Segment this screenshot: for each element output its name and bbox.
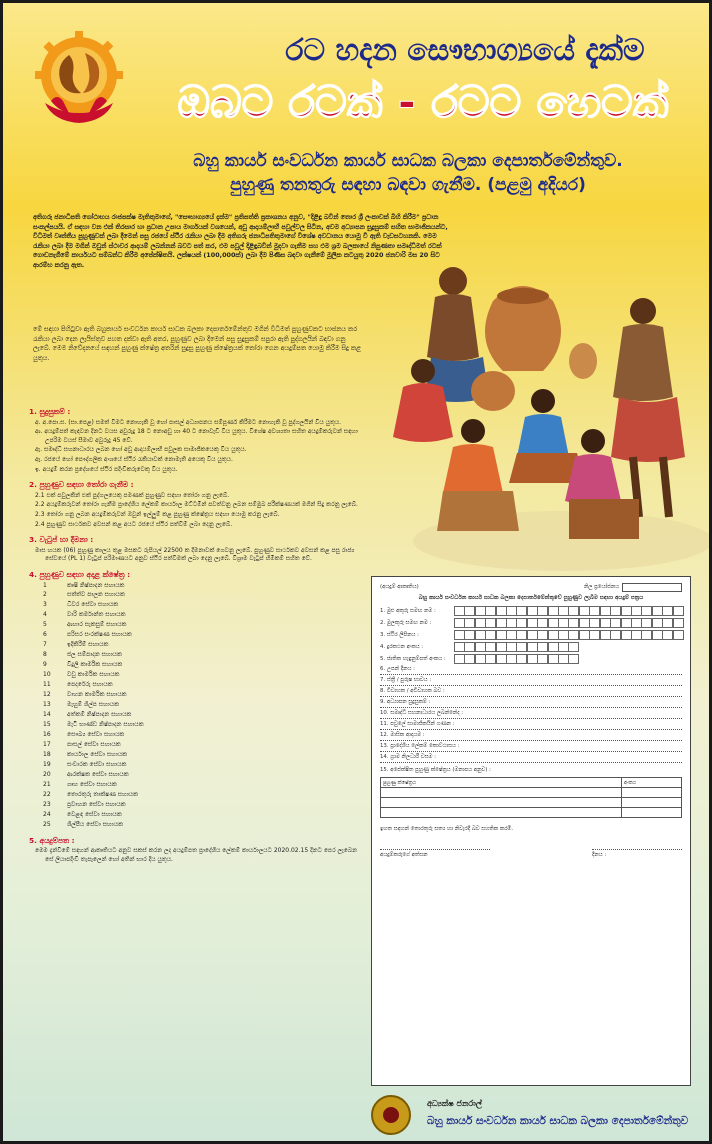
- declaration-text: ඉහත සඳහන් තොරතුරු සත්‍ය හා නිවැරදි බව සහතික කරමි.: [380, 826, 514, 832]
- form-cell[interactable]: [548, 606, 559, 616]
- intro-paragraph-2: මේ සඳහා පිහිටුවා ඇති බහුකාර්ය සංවර්ධන කාර්ය සාධක බලකා දෙපාර්තමේන්තුව මගින් විධිමත් පුහුණුවකට භාජනය කර රැකියා ලබා දෙන ලැයිස්තුව පහත දක්වා ඇති අතර, පුහුණුව ලබා දීමෙන් පසු සුදුසුකම් සපුරා ඇති පුද්ගලයින් බඳවා ගනු ලැබේ. මෙම නිවේදනයේ සඳහන් පුහුණු ක්ෂේත්‍ර අතරින් සුදුසු පුහුණු ක්ෂේත්‍රයක් තෝරා ගෙන අයදුම්පත යොමු කිරීම සිදු කළ යුතුය.: [33, 325, 361, 362]
- section-title: 3. වැටුප් හා දීමනා :: [29, 535, 94, 545]
- form-cell[interactable]: [662, 606, 673, 616]
- field-number: 4: [43, 611, 47, 619]
- field-number: 13: [43, 701, 51, 709]
- field-label: පාසල් සේවා සහායක: [67, 741, 121, 749]
- form-row-label: 4. දුරකථන අංකය :: [380, 643, 424, 650]
- form-cell[interactable]: [631, 618, 642, 628]
- form-cell[interactable]: [454, 630, 465, 640]
- form-cell[interactable]: [610, 630, 621, 640]
- field-number: 1: [43, 581, 47, 589]
- form-cell[interactable]: [568, 618, 579, 628]
- workers-illustration: [343, 241, 712, 581]
- section-line: මෙම දැන්වීමේ සඳහන් ආකෘතියට අනුව සකස් කරන ලද අයදුම්පත ප්‍රාදේශීය ලේකම් කාර්යාලයට 2020.02.15 දිනට පෙර ලැබෙන සේ ලියාපදිංචි තැපෑලෙන් හෝ අතින් භාර දිය යුතුය.: [35, 847, 358, 863]
- field-number: 5: [43, 621, 47, 629]
- form-cell[interactable]: [496, 642, 507, 652]
- field-label: ගෘහ සේවා සහායක: [67, 781, 117, 789]
- form-line-label: 9. අධ්‍යාපන සුදුසුකම් :: [380, 699, 431, 705]
- choice-cell[interactable]: [622, 798, 682, 808]
- field-number: 21: [43, 781, 51, 789]
- form-cell[interactable]: [548, 654, 559, 664]
- form-cell[interactable]: [558, 642, 569, 652]
- field-item: [29, 741, 359, 750]
- form-line-label: 12. මාසික ආදායම :: [380, 732, 425, 738]
- field-number: 16: [43, 731, 51, 739]
- field-label: සෞඛ්‍ය සේවා සහායක: [67, 731, 125, 739]
- field-number: 22: [43, 791, 51, 799]
- form-cell[interactable]: [548, 630, 559, 640]
- field-number: 20: [43, 771, 51, 779]
- section-selection: [29, 481, 359, 529]
- form-line-field[interactable]: [380, 710, 682, 719]
- form-cell[interactable]: [579, 618, 590, 628]
- field-item: [29, 771, 359, 780]
- section-title: 1. සුදුසුකම් :: [29, 407, 71, 416]
- choice-col-number: අංකය: [622, 778, 682, 788]
- form-line-field[interactable]: [380, 754, 682, 763]
- form-input-cells[interactable]: [454, 630, 683, 640]
- section-line: අ. අ.පො.ස. (සා.පෙළ) සමත් වීමට නොහැකි වූ හෝ පාසල් අධ්‍යාපනය සම්පූර්ණ කිරීමට නොහැකි වූ පුද්ගලයින් විය යුතුය.: [35, 418, 342, 426]
- field-label: සංචාරක සේවා සහායක: [67, 761, 127, 769]
- field-label: ඉදිකිරීම් සහායක: [67, 641, 109, 649]
- form-cell[interactable]: [506, 642, 517, 652]
- logo-icon: [31, 31, 127, 137]
- field-number: 15: [43, 721, 51, 729]
- footer-department: බහු කාර්ය සංවර්ධන කාර්ය සාධක බලකා දෙපාර්තමේන්තුව: [427, 1115, 689, 1127]
- form-row-label: 1. මුළු අකුරු සමඟ නම :: [380, 607, 436, 614]
- form-cell[interactable]: [558, 654, 569, 664]
- form-cell[interactable]: [662, 618, 673, 628]
- field-label: වාරි කර්මාන්ත සහායක: [67, 611, 126, 619]
- form-input-cells[interactable]: [454, 606, 683, 616]
- field-number: 14: [43, 711, 51, 719]
- office-use-label: නිල ප්‍රයෝජනය: [583, 584, 619, 590]
- form-heading: (අයදුම් ආකෘතිය): [380, 584, 419, 590]
- form-cell[interactable]: [496, 606, 507, 616]
- field-item: [29, 681, 359, 690]
- form-cell[interactable]: [600, 606, 611, 616]
- field-item: [29, 751, 359, 760]
- form-cell[interactable]: [485, 642, 496, 652]
- form-cell[interactable]: [673, 618, 684, 628]
- field-number: 18: [43, 751, 51, 759]
- form-cell[interactable]: [610, 618, 621, 628]
- form-cell[interactable]: [464, 606, 475, 616]
- field-label: අත්කම් නිෂ්පාදන සහායක: [67, 711, 132, 719]
- form-line-field[interactable]: [380, 743, 682, 752]
- field-item: [29, 621, 359, 630]
- field-number: 8: [43, 651, 47, 659]
- form-cell[interactable]: [527, 630, 538, 640]
- form-cell[interactable]: [652, 606, 663, 616]
- form-cell[interactable]: [537, 654, 548, 664]
- form-cell[interactable]: [537, 618, 548, 628]
- form-title: බහු කාර්ය සංවර්ධන කාර්ය සාධක බලකා දෙපාර්තමේන්තුවේ පුහුණුව ලැබීම සඳහා අයදුම් පත්‍රය: [418, 595, 644, 601]
- section-fields: [29, 571, 359, 830]
- form-cell[interactable]: [537, 630, 548, 640]
- form-cell[interactable]: [496, 630, 507, 640]
- choice-cell[interactable]: [622, 808, 682, 818]
- form-row-label: 5. ජාතික හැඳුනුම්පත් අංකය :: [380, 655, 446, 662]
- form-cell[interactable]: [662, 630, 673, 640]
- section-title: 4. පුහුණුව සඳහා අදාළ ක්ෂේත්‍ර :: [29, 569, 131, 579]
- form-cell[interactable]: [516, 606, 527, 616]
- field-item: [29, 761, 359, 770]
- field-item: [29, 821, 359, 830]
- choice-cell[interactable]: [381, 798, 622, 808]
- section-line: 2.1 එක් පවුලකින් එක් පුද්ගලයෙකු පමණක් පුහුණුව සඳහා තෝරා ගනු ලැබේ.: [35, 491, 230, 499]
- field-label: වඩු කාර්මික සහායක: [67, 671, 120, 679]
- form-cell[interactable]: [485, 654, 496, 664]
- field-item: [29, 582, 359, 591]
- field-number: 11: [43, 681, 51, 689]
- form-row: [380, 606, 682, 616]
- form-line-field[interactable]: [380, 732, 682, 741]
- form-cell[interactable]: [673, 630, 684, 640]
- field-item: [29, 671, 359, 680]
- form-line-field[interactable]: [380, 666, 682, 675]
- form-cell[interactable]: [641, 630, 652, 640]
- field-number: 19: [43, 761, 51, 769]
- state-seal-icon: [371, 1095, 411, 1135]
- section-line: 2.2 අයදුම්කරුවන් තෝරා ගැනීම ප්‍රාදේශීය ලේකම් කාර්යාල මට්ටමින් පවත්වනු ලබන සම්මුඛ පරීක්ෂණයක් මගින් සිදු කරනු ලැබේ.: [35, 501, 358, 509]
- form-cell[interactable]: [527, 618, 538, 628]
- field-label: පෙදරේරු සහායක: [67, 681, 113, 689]
- form-cell[interactable]: [621, 630, 632, 640]
- form-cell[interactable]: [516, 618, 527, 628]
- field-label: තොරතුරු තාක්ෂණ සහායක: [67, 791, 138, 799]
- form-cell[interactable]: [600, 630, 611, 640]
- choice-cell[interactable]: [381, 788, 622, 798]
- signature-label: අයදුම්කරුගේ අත්සන: [380, 849, 490, 859]
- form-rows: [380, 606, 682, 664]
- form-cell[interactable]: [475, 618, 486, 628]
- form-line-label: 10. සමෘද්ධි සහනාධාරය ලබන්නේද :: [380, 710, 464, 716]
- field-item: [29, 611, 359, 620]
- form-cell[interactable]: [589, 618, 600, 628]
- footer: [371, 1093, 691, 1141]
- form-cell[interactable]: [641, 618, 652, 628]
- field-number: 2: [43, 591, 47, 599]
- form-row: [380, 642, 682, 652]
- form-cell[interactable]: [621, 606, 632, 616]
- form-cell[interactable]: [652, 618, 663, 628]
- details-column: [29, 401, 359, 866]
- form-cell[interactable]: [568, 654, 579, 664]
- field-label: වෙළඳ සේවා සහායක: [67, 811, 122, 819]
- form-cell[interactable]: [464, 630, 475, 640]
- form-cell[interactable]: [475, 642, 486, 652]
- form-cell[interactable]: [506, 618, 517, 628]
- office-use-box: [622, 583, 682, 592]
- field-label: විදුලි කාර්මික සහායක: [67, 661, 123, 669]
- form-cell[interactable]: [454, 642, 465, 652]
- form-cell[interactable]: [548, 618, 559, 628]
- field-number: 6: [43, 631, 47, 639]
- field-label: පරිසර සංරක්ෂණ සහායක: [67, 631, 132, 639]
- field-number: 17: [43, 741, 51, 749]
- form-cell[interactable]: [506, 606, 517, 616]
- field-label: සත්ත්ව පාලන සහායක: [67, 591, 125, 599]
- field-label: මැහුම් ශිල්ප සහායක: [67, 701, 119, 709]
- form-line-field[interactable]: [380, 688, 682, 697]
- form-line-label: 13. ප්‍රාදේශීය ලේකම් කොට්ඨාසය :: [380, 743, 460, 749]
- field-number: 9: [43, 661, 47, 669]
- form-cell[interactable]: [558, 606, 569, 616]
- form-cell[interactable]: [454, 654, 465, 664]
- form-line-field[interactable]: [380, 677, 682, 686]
- form-line-label: 6. උපන් දිනය :: [380, 666, 415, 672]
- field-label: වාහන කාර්මික සහායක: [67, 691, 127, 699]
- form-cell[interactable]: [506, 630, 517, 640]
- choice-cell[interactable]: [381, 808, 622, 818]
- field-item: [29, 591, 359, 600]
- field-number: 25: [43, 821, 51, 829]
- section-salary: [29, 536, 359, 564]
- choice-col-field: පුහුණු ක්ෂේත්‍රය: [381, 778, 622, 788]
- section-line: ඇ. සමෘද්ධි සහනාධාරය ලබන හෝ අඩු ආදායම්ලාභී පවුලක සාමාජිකයෙකු විය යුතුය.: [35, 446, 247, 454]
- form-cell[interactable]: [537, 606, 548, 616]
- form-cell[interactable]: [631, 606, 642, 616]
- fields-list: [29, 582, 359, 830]
- form-row-label: 3. ස්ථිර ලිපිනය :: [380, 631, 419, 638]
- form-line-label: 14. ග්‍රාම නිලධාරී වසම :: [380, 754, 436, 760]
- field-number: 12: [43, 691, 51, 699]
- field-item: [29, 781, 359, 790]
- section-line: ඈ. රජයේ හෝ පෞද්ගලික අංශයේ ස්ථිර රැකියාවක් නොමැති අයෙකු විය යුතුය.: [35, 455, 233, 463]
- intro-paragraph: අතිගරු ජනාධිපති ගෝඨාභය රාජපක්ෂ මැතිතුමාගේ, "සෞභාග්‍යයේ දැක්ම" ප්‍රතිපත්ති ප්‍රකාශනය අනුව, "දිළිඳු බවින් තොර ශ්‍රී ලංකාවක් බිහි කිරීම" ප්‍රධාන සංකල්පයයි. ඒ සඳහා වන එක් තිරසාර හා ප්‍රධාන උපාය මාර්ගයක් වශයෙන්, අඩු ආදායම්ලාභී පවුල්වල සිටින, අවම අධ්‍යාපන සුදුසුකම් සහිත සාමාජිකයන්ට, විධිමත් වෘත්තීය පුහුණුවක් ලබා දීමෙන් පසු රජයේ ස්ථිර රැකියා ලබා දීම අතිගරු ජනාධිපතිතුමාගේ විශේෂ අවධානය යොමු වී ඇති වැඩසටහනකි. මෙම රැකියා ලබා දීම මගින් ඔවුන් ස්ථාවර ආදායම් ලබන්නන් බවට පත් කර, එම පවුල් දිළිඳුබවින් මුදවා ගැනීම සහ එම ශ්‍රම බලකායේ නිපුණතා සමෘද්ධිමත් රටක් ගොඩනැගීමේ කාර්යයට සම්බන්ධ කිරීම අපේක්ෂිතයි. ලක්ෂයක් (100,000ක්) ලබා දීම පිණිස බඳවා ගැනීමේ මූලික කටයුතු 2020 ජනවාරි මස 20 සිට ආරම්භ කරනු ඇත.: [33, 213, 448, 269]
- field-item: [29, 601, 359, 610]
- form-cell[interactable]: [475, 630, 486, 640]
- form-cell[interactable]: [652, 630, 663, 640]
- form-cell[interactable]: [631, 630, 642, 640]
- form-cell[interactable]: [516, 642, 527, 652]
- form-cell[interactable]: [527, 606, 538, 616]
- footer-signatory: අධ්‍යක්ෂ ජනරාල්: [427, 1099, 483, 1108]
- form-cell[interactable]: [475, 654, 486, 664]
- form-cell[interactable]: [558, 618, 569, 628]
- section-title: 2. පුහුණුව සඳහා තෝරා ගැනීම :: [29, 480, 134, 490]
- form-lines: [380, 666, 682, 763]
- choice-title: 15. අපේක්ෂිත පුහුණු ක්ෂේත්‍රය (මනාපය අනුව) :: [380, 767, 491, 773]
- field-label: කෘෂි නිෂ්පාදන සහායක: [67, 581, 125, 589]
- headline-main: ඔබට රටක් - රටට හෙටක්: [177, 77, 669, 128]
- field-number: 10: [43, 671, 51, 679]
- form-cell[interactable]: [641, 606, 652, 616]
- field-label: මැටි භාණ්ඩ නිෂ්පාදන සහායක: [67, 721, 144, 729]
- choice-table: [380, 777, 682, 818]
- form-input-cells[interactable]: [454, 642, 579, 652]
- field-number: 24: [43, 811, 51, 819]
- form-row: [380, 654, 682, 664]
- section-line: මාස හයක (06) පුහුණු කාලය තුළ මසකට රුපියල් 22500 ක දීමනාවක් ගෙවනු ලැබේ. පුහුණුව සාර්ථකව අවසන් කළ පසු රාජ්‍ය සේවයේ (PL 1) වැටුප් පරිමාණයට අනුව ස්ථිර පත්වීමක් ලබා දෙනු ලැබේ. විශ්‍රාම වැටුප් හිමිකම් සහිත වේ.: [35, 546, 355, 563]
- form-cell[interactable]: [454, 606, 465, 616]
- section-title: 5. අයදුම්පත :: [29, 835, 75, 845]
- field-item: [29, 701, 359, 710]
- form-cell[interactable]: [673, 606, 684, 616]
- field-item: [29, 721, 359, 730]
- field-label: ආරක්ෂක සේවා සහායක: [67, 771, 129, 779]
- field-label: ධීවර සේවා සහායක: [67, 601, 119, 609]
- form-cell[interactable]: [537, 642, 548, 652]
- form-cell[interactable]: [485, 630, 496, 640]
- form-line-label: 8. විවාහක / අවිවාහක බව :: [380, 688, 445, 694]
- application-form: [371, 576, 691, 1086]
- section-line: ඉ. අයදුම් කරන ප්‍රදේශයේ ස්ථිර පදිංචිකරුවෙකු විය යුතුය.: [35, 465, 178, 473]
- form-row: [380, 618, 682, 628]
- field-item: [29, 811, 359, 820]
- form-cell[interactable]: [475, 606, 486, 616]
- form-line-label: 7. ස්ත්‍රී / පුරුෂ භාවය :: [380, 677, 432, 683]
- form-cell[interactable]: [568, 630, 579, 640]
- section-application: [29, 837, 359, 865]
- form-cell[interactable]: [485, 618, 496, 628]
- field-label: ශිල්පීය සේවා සහායක: [67, 821, 123, 829]
- form-cell[interactable]: [464, 618, 475, 628]
- field-number: 23: [43, 801, 51, 809]
- form-cell[interactable]: [496, 618, 507, 628]
- field-item: [29, 641, 359, 650]
- field-item: [29, 801, 359, 810]
- field-item: [29, 661, 359, 670]
- section-qualifications: [29, 408, 359, 474]
- section-line: 2.3 තෝරා ගනු ලබන අයදුම්කරුවන් ඔවුන් ඉල්ලුම් කළ පුහුණු ක්ෂේත්‍රය සඳහා යොමු කරනු ලැබේ.: [35, 510, 280, 518]
- form-cell[interactable]: [464, 642, 475, 652]
- form-cell[interactable]: [527, 642, 538, 652]
- form-row: [380, 630, 682, 640]
- field-item: [29, 731, 359, 740]
- field-number: 3: [43, 601, 47, 609]
- form-line-field[interactable]: [380, 721, 682, 730]
- section-line: ආ. අයදුම්පත් කැඳවන දිනට වයස අවුරුදු 18 ට නොඅඩු හා 40 ට නොවැඩි විය යුතුය. විශේෂ අවශ්‍යතා සහිත අයදුම්කරුවන් සඳහා උපරිම වයස් සීමාව අවුරුදු 45 වේ.: [35, 428, 358, 444]
- field-item: [29, 791, 359, 800]
- field-item: [29, 631, 359, 640]
- form-row-label: 2. මුලකුරු සමඟ නම :: [380, 619, 432, 626]
- form-cell[interactable]: [589, 630, 600, 640]
- field-label: ජල සම්පාදන සහායක: [67, 651, 122, 659]
- form-cell[interactable]: [589, 606, 600, 616]
- headline-tagline: රට හදන සෞභාග්‍යයේ දැක්ම: [285, 33, 645, 68]
- form-line-label: 11. පවුලේ සාමාජිකයින් ගණන :: [380, 721, 455, 727]
- form-cell[interactable]: [527, 654, 538, 664]
- field-label: කාර්යාල සේවා සහායක: [67, 751, 128, 759]
- form-cell[interactable]: [558, 630, 569, 640]
- field-item: [29, 691, 359, 700]
- form-cell[interactable]: [600, 618, 611, 628]
- form-cell[interactable]: [516, 630, 527, 640]
- form-cell[interactable]: [464, 654, 475, 664]
- form-cell[interactable]: [454, 618, 465, 628]
- form-cell[interactable]: [506, 654, 517, 664]
- field-item: [29, 711, 359, 720]
- field-label: ආහාර සැකසුම් සහායක: [67, 621, 127, 629]
- date-label: දිනය :: [592, 849, 682, 859]
- section-line: 2.4 පුහුණුව සාර්ථකව අවසන් කළ අයට රජයේ ස්ථිර පත්වීම් ලබා දෙනු ලැබේ.: [35, 520, 233, 528]
- field-number: 7: [43, 641, 47, 649]
- form-cell[interactable]: [516, 654, 527, 664]
- field-label: ප්‍රවාහන සේවා සහායක: [67, 801, 126, 809]
- form-cell[interactable]: [496, 654, 507, 664]
- form-cell[interactable]: [485, 606, 496, 616]
- field-item: [29, 651, 359, 660]
- form-input-cells[interactable]: [454, 654, 579, 664]
- subtitle-recruitment: පුහුණු තනතුරු සඳහා බඳවා ගැනීම. (පළමු අදියර): [230, 175, 586, 195]
- form-cell[interactable]: [568, 642, 579, 652]
- form-cell[interactable]: [621, 618, 632, 628]
- form-cell[interactable]: [548, 642, 559, 652]
- form-input-cells[interactable]: [454, 618, 683, 628]
- form-cell[interactable]: [610, 606, 621, 616]
- form-cell[interactable]: [568, 606, 579, 616]
- form-cell[interactable]: [579, 606, 590, 616]
- form-cell[interactable]: [579, 630, 590, 640]
- form-line-field[interactable]: [380, 699, 682, 708]
- choice-cell[interactable]: [622, 788, 682, 798]
- subtitle-department: බහු කාර්ය සංවර්ධන කාර්ය සාධක බලකා දෙපාර්තමේන්තුව.: [193, 151, 623, 171]
